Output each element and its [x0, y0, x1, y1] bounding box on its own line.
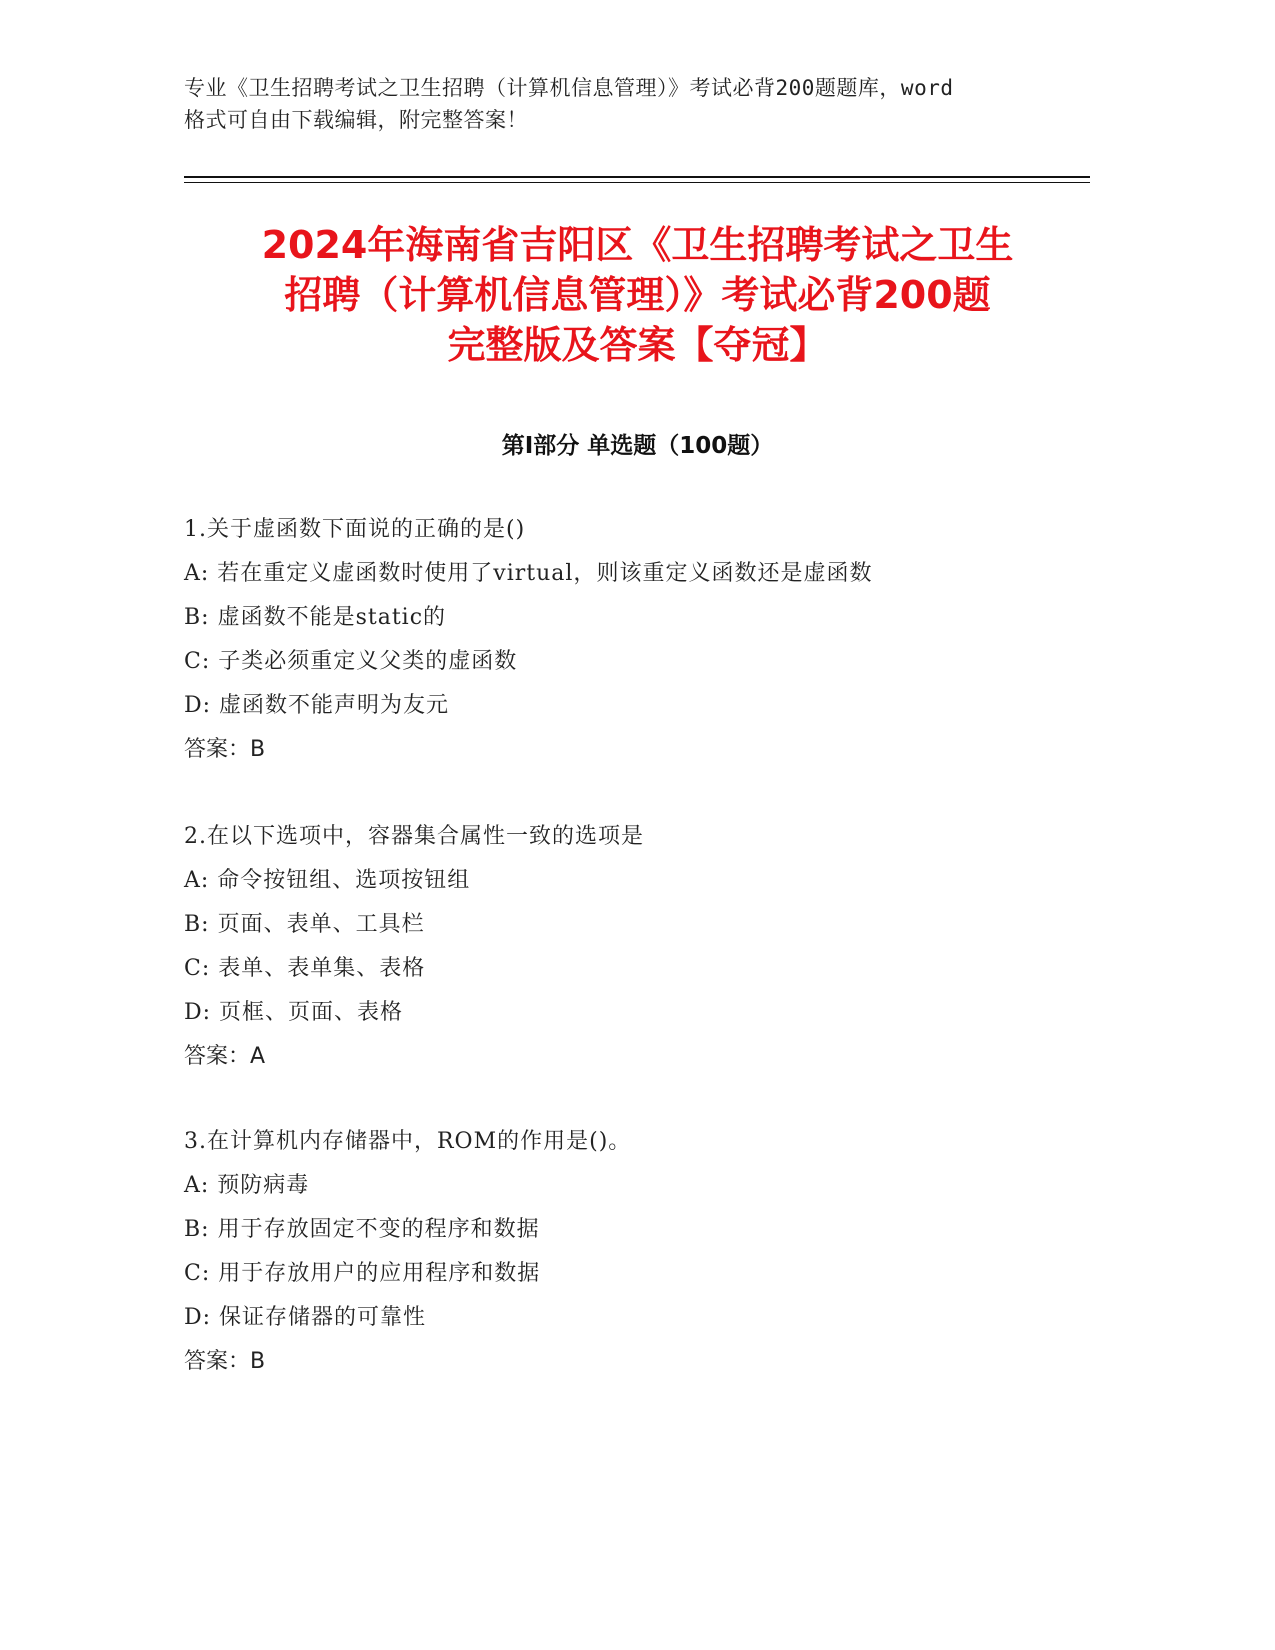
answer-line: 答案：A	[184, 1044, 266, 1069]
title-line: 招聘（计算机信息管理）》考试必背200题	[284, 273, 991, 317]
option-a: A: 若在重定义虚函数时使用了virtual，则该重定义函数还是虚函数	[184, 561, 873, 586]
option-b: B: 页面、表单、工具栏	[184, 912, 425, 937]
question-stem: 2.在以下选项中，容器集合属性一致的选项是	[184, 824, 644, 849]
question-block	[184, 1120, 1084, 1384]
title-line: 完整版及答案【夺冠】	[447, 323, 828, 367]
intro-line: 格式可自由下载编辑，附完整答案！	[184, 108, 528, 132]
option-b: B: 虚函数不能是static的	[184, 605, 447, 630]
answer-line: 答案：B	[184, 737, 266, 762]
option-c: C: 用于存放用户的应用程序和数据	[184, 1261, 541, 1286]
option-c: C: 表单、表单集、表格	[184, 956, 426, 981]
header-divider-thin	[184, 182, 1090, 183]
document-title	[160, 220, 1115, 370]
question-block	[184, 508, 1084, 772]
option-d: D: 虚函数不能声明为友元	[184, 693, 450, 718]
intro-line: 专业《卫生招聘考试之卫生招聘（计算机信息管理）》考试必背200题题库，word	[184, 76, 954, 100]
option-d: D: 保证存储器的可靠性	[184, 1305, 427, 1330]
answer-line: 答案：B	[184, 1349, 266, 1374]
option-a: A: 预防病毒	[184, 1173, 310, 1198]
option-c: C: 子类必须重定义父类的虚函数	[184, 649, 518, 674]
title-line: 2024年海南省吉阳区《卫生招聘考试之卫生	[261, 223, 1014, 267]
intro-paragraph	[184, 72, 1084, 136]
option-b: B: 用于存放固定不变的程序和数据	[184, 1217, 540, 1242]
option-a: A: 命令按钮组、选项按钮组	[184, 868, 471, 893]
question-stem: 1.关于虚函数下面说的正确的是()	[184, 517, 526, 542]
option-d: D: 页框、页面、表格	[184, 1000, 404, 1025]
question-block	[184, 815, 1084, 1079]
section-heading: 第Ⅰ部分 单选题（100题）	[501, 433, 774, 459]
question-stem: 3.在计算机内存储器中，ROM的作用是()。	[184, 1129, 632, 1154]
header-divider-thick	[184, 176, 1090, 178]
